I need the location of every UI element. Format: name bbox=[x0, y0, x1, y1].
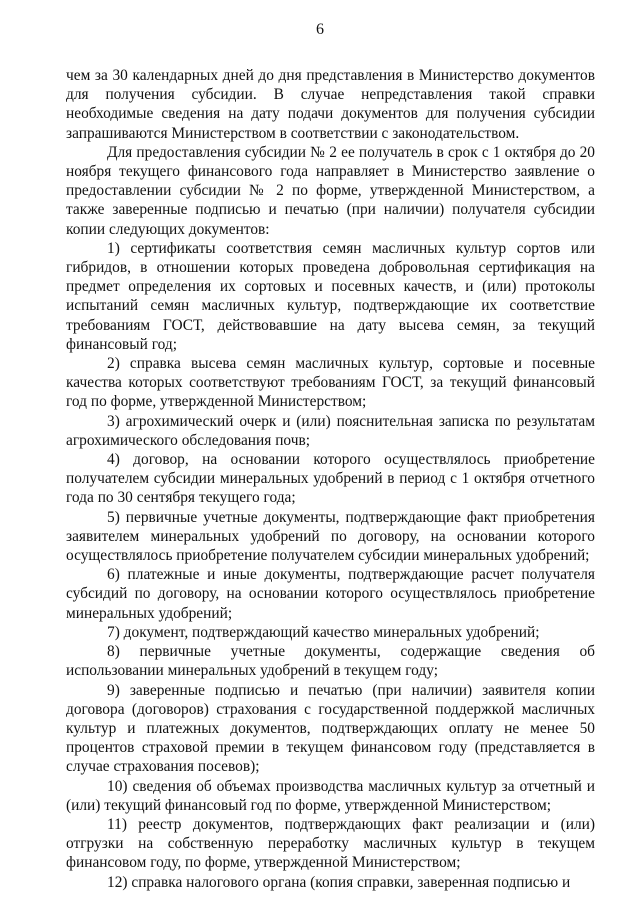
list-item-7: 7) документ, подтверждающий качество минеральных удобрений; bbox=[107, 623, 540, 641]
list-item-3: 3) агрохимический очерк и (или) пояснительная записка по результатам агрохимического обследования почв; bbox=[66, 412, 595, 449]
paragraph-subsidy-2-application: Для предоставления субсидии № 2 ее получатель в срок с 1 октября до 20 ноября текущего финансового года направляет в Министерство заявление о предоставлении субсидии № 2 по форме, утвержденной Министерством, а также заверенные подписью и печатью (при наличии) получателя субсидии копии следующих документов: bbox=[66, 143, 595, 238]
list-item-9: 9) заверенные подписью и печатью (при наличии) заявителя копии договора (договоров) страхования с государственной поддержкой масличных культур и платежных документов, подтверждающих оплату не менее 50 процентов страховой премии в текущем финансовом году (представляется в случае страхования посевов); bbox=[66, 681, 595, 776]
list-item-2: 2) справка высева семян масличных культур, сортовые и посевные качества которых соответствуют требованиям ГОСТ, за текущий финансовый год по форме, утвержденной Министерством; bbox=[66, 355, 595, 411]
list-item-8: 8) первичные учетные документы, содержащие сведения об использовании минеральных удобрений в текущем году; bbox=[66, 643, 595, 680]
list-item-6: 6) платежные и иные документы, подтверждающие расчет получателя субсидий по договору, на основании которого осуществлялось приобретение минеральных удобрений; bbox=[66, 566, 595, 622]
paragraph-continuation: чем за 30 календарных дней до дня представления в Министерство документов для получения субсидии. В случае непредставления такой справки необходимые сведения на дату подачи документов для получения субсидии запрашиваются Министерством в соответствии с законодательством. bbox=[66, 67, 595, 142]
list-item-1: 1) сертификаты соответствия семян масличных культур сортов или гибридов, в отношении которых проведена добровольная сертификация на предмет определения их сортовых и посевных качеств, и (или) протоколы испытаний семян масличных культур, подтверждающие их соответствие требованиям ГОСТ, действовавшие на дату высева семян, за текущий финансовый год; bbox=[66, 239, 595, 353]
list-item-5: 5) первичные учетные документы, подтверждающие факт приобретения заявителем минеральных удобрений по договору, на основании которого осуществлялось приобретение получателем субсидии минеральных удобрений; bbox=[66, 508, 595, 565]
document-body bbox=[66, 66, 595, 892]
list-item-4: 4) договор, на основании которого осуществлялось приобретение получателем субсидии минеральных удобрений в период с 1 октября отчетного года по 30 сентября текущего года; bbox=[66, 451, 595, 507]
page-number: 6 bbox=[316, 21, 324, 38]
list-item-11: 11) реестр документов, подтверждающих факт реализации и (или) отгрузки на собственную переработку масличных культур в текущем финансовом году, по форме, утвержденной Министерством; bbox=[66, 815, 595, 872]
list-item-10: 10) сведения об объемах производства масличных культур за отчетный и (или) текущий финансовый год по форме, утвержденной Министерством; bbox=[66, 777, 595, 814]
list-item-12: 12) справка налогового органа (копия справки, заверенная подписью и bbox=[107, 873, 571, 891]
